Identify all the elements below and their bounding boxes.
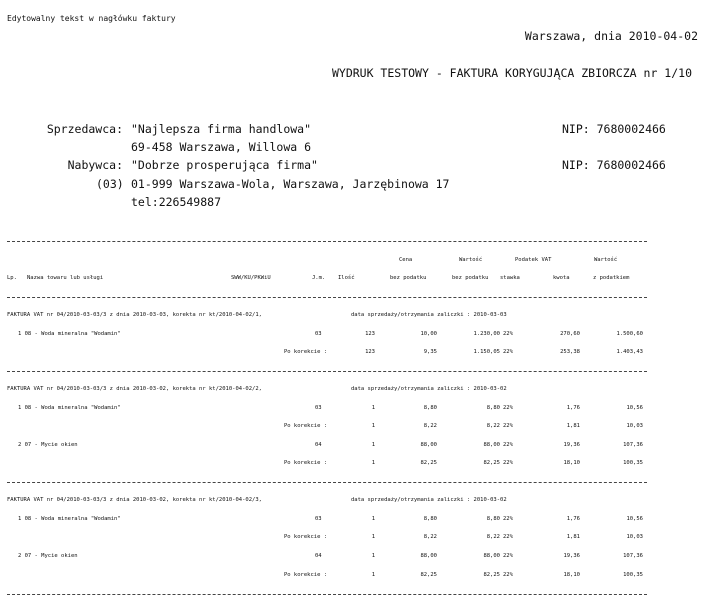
item-rate: 22%: [503, 516, 513, 522]
col-nazwa: Nazwa towaru lub usługi: [27, 275, 104, 281]
item-vat: 1,76: [566, 405, 580, 411]
item-jm: 04: [315, 442, 322, 448]
col-wartosc: Wartość: [459, 257, 483, 263]
item-qty: 1: [371, 442, 375, 448]
corr-gross: 1.403,43: [616, 349, 643, 355]
item-name: 2 07 - Mycie okien: [18, 553, 78, 559]
corr-price: 82,25: [420, 460, 437, 466]
seller-nip: NIP: 7680002466: [562, 122, 666, 136]
seller-name: "Najlepsza firma handlowa": [131, 122, 312, 136]
correction-label: Po korekcie :: [284, 460, 328, 466]
item-net: 1.230,00: [473, 331, 500, 337]
corr-price: 8,22: [423, 534, 437, 540]
item-name: 1 08 - Woda mineralna "Wodamin": [18, 405, 121, 411]
col-cena: Cena: [399, 257, 413, 263]
corr-qty: 1: [371, 423, 375, 429]
corr-rate: 22%: [503, 349, 513, 355]
corr-price: 8,22: [423, 423, 437, 429]
col-swwku: SWW/KU/PKWiU: [231, 275, 271, 281]
item-vat: 1,76: [566, 516, 580, 522]
correction-label: Po korekcie :: [284, 349, 328, 355]
col-podatek-vat: Podatek VAT: [515, 257, 552, 263]
col-lp: Lp.: [7, 275, 17, 281]
invoice-ref: FAKTURA VAT nr 04/2010-03-03/3 z dnia 2010-03-02, korekta nr kt/2010-04-02/2,: [7, 386, 262, 392]
buyer-phone: tel:226549887: [131, 195, 222, 209]
col-bez-podatku: bez podatku: [390, 275, 427, 281]
item-gross: 107,36: [623, 553, 643, 559]
item-jm: 03: [315, 516, 322, 522]
item-gross: 10,56: [626, 516, 643, 522]
item-rate: 22%: [503, 331, 513, 337]
corr-gross: 10,03: [626, 534, 643, 540]
item-vat: 19,36: [563, 442, 580, 448]
col-bez-podatku2: bez podatku: [452, 275, 489, 281]
table-divider: [7, 297, 647, 298]
item-rate: 22%: [503, 442, 513, 448]
header-note: Edytowalny tekst w nagłówku faktury: [7, 14, 176, 23]
col-wartosc2: Wartość: [594, 257, 618, 263]
place-date: Warszawa, dnia 2010-04-02: [524, 29, 698, 43]
col-z-podatkiem: z podatkiem: [593, 275, 630, 281]
section-divider: [7, 371, 647, 372]
section-divider: [7, 594, 647, 595]
corr-price: 82,25: [420, 572, 437, 578]
item-net: 88,00: [483, 553, 500, 559]
corr-vat: 1,81: [566, 534, 580, 540]
item-qty: 1: [371, 516, 375, 522]
corr-vat: 1,81: [566, 423, 580, 429]
seller-address: 69-458 Warszawa, Willowa 6: [131, 140, 312, 154]
corr-gross: 100,35: [623, 460, 643, 466]
corr-net: 8,22: [486, 534, 500, 540]
col-stawka: stawka: [500, 275, 520, 281]
buyer-name: "Dobrze prosperująca firma": [131, 158, 318, 172]
corr-net: 1.150,05: [473, 349, 500, 355]
invoice-ref: FAKTURA VAT nr 04/2010-03-03/3 z dnia 2010-03-03, korekta nr kt/2010-04-02/1,: [7, 312, 262, 318]
item-vat: 19,36: [563, 553, 580, 559]
item-price: 8,80: [423, 516, 437, 522]
item-gross: 1.500,60: [616, 331, 643, 337]
correction-label: Po korekcie :: [284, 423, 328, 429]
correction-label: Po korekcie :: [284, 572, 328, 578]
sale-date: data sprzedaży/otrzymania zaliczki : 2010-03-02: [351, 497, 507, 503]
item-price: 8,80: [423, 405, 437, 411]
item-price: 10,00: [420, 331, 437, 337]
corr-qty: 123: [365, 349, 375, 355]
col-ilosc: Ilość: [338, 275, 355, 281]
item-net: 8,80: [486, 405, 500, 411]
item-rate: 22%: [503, 405, 513, 411]
item-net: 88,00: [483, 442, 500, 448]
corr-qty: 1: [371, 460, 375, 466]
item-name: 1 08 - Woda mineralna "Wodamin": [18, 331, 121, 337]
corr-vat: 18,10: [563, 572, 580, 578]
corr-qty: 1: [371, 572, 375, 578]
document-title: WYDRUK TESTOWY - FAKTURA KORYGUJĄCA ZBIORCZA nr 1/10: [331, 66, 692, 80]
item-jm: 03: [315, 405, 322, 411]
corr-rate: 22%: [503, 534, 513, 540]
buyer-label: Nabywca:: [67, 158, 123, 172]
item-vat: 270,60: [560, 331, 580, 337]
buyer-address: 01-999 Warszawa-Wola, Warszawa, Jarzębinowa 17: [131, 177, 450, 191]
invoice-ref: FAKTURA VAT nr 04/2010-03-03/3 z dnia 2010-03-02, korekta nr kt/2010-04-02/3,: [7, 497, 262, 503]
section-divider: [7, 482, 647, 483]
corr-price: 9,35: [423, 349, 437, 355]
item-qty: 123: [365, 331, 375, 337]
corr-net: 82,25: [483, 460, 500, 466]
corr-rate: 22%: [503, 572, 513, 578]
item-rate: 22%: [503, 553, 513, 559]
corr-qty: 1: [371, 534, 375, 540]
buyer-nip: NIP: 7680002466: [562, 158, 666, 172]
corr-vat: 18,10: [563, 460, 580, 466]
item-qty: 1: [371, 405, 375, 411]
corr-gross: 100,35: [623, 572, 643, 578]
corr-gross: 10,03: [626, 423, 643, 429]
sale-date: data sprzedaży/otrzymania zaliczki : 2010-03-02: [351, 386, 507, 392]
corr-net: 8,22: [486, 423, 500, 429]
buyer-code: (03): [96, 177, 124, 191]
corr-rate: 22%: [503, 460, 513, 466]
table-divider: [7, 241, 647, 242]
item-name: 2 07 - Mycie okien: [18, 442, 78, 448]
corr-net: 82,25: [483, 572, 500, 578]
corr-rate: 22%: [503, 423, 513, 429]
item-price: 88,00: [420, 442, 437, 448]
col-kwota: kwota: [553, 275, 570, 281]
correction-label: Po korekcie :: [284, 534, 328, 540]
seller-label: Sprzedawca:: [46, 122, 123, 136]
corr-vat: 253,38: [560, 349, 580, 355]
col-jm: J.m.: [312, 275, 326, 281]
item-gross: 10,56: [626, 405, 643, 411]
item-net: 8,80: [486, 516, 500, 522]
item-gross: 107,36: [623, 442, 643, 448]
item-price: 88,00: [420, 553, 437, 559]
item-name: 1 08 - Woda mineralna "Wodamin": [18, 516, 121, 522]
item-jm: 04: [315, 553, 322, 559]
item-jm: 03: [315, 331, 322, 337]
sale-date: data sprzedaży/otrzymania zaliczki : 2010-03-03: [351, 312, 507, 318]
item-qty: 1: [371, 553, 375, 559]
